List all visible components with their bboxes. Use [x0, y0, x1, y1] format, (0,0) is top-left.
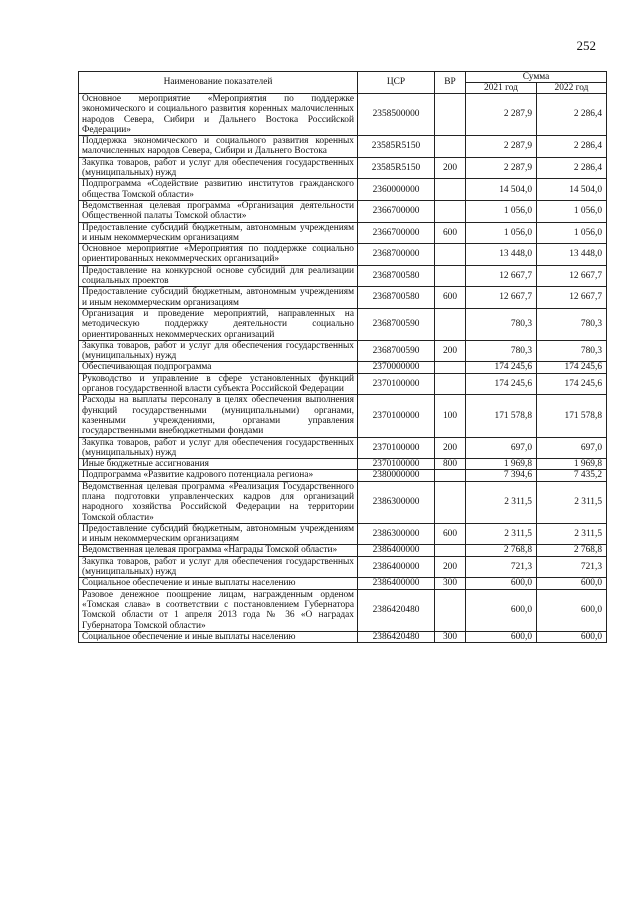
- table-row: [79, 244, 607, 266]
- row-csr: 2360000000: [358, 179, 435, 201]
- row-sum-2022: 2 286,4: [537, 157, 607, 179]
- row-sum-2022: 2 311,5: [537, 481, 607, 523]
- row-vr: 600: [435, 523, 466, 545]
- row-sum-2021: 171 578,8: [466, 395, 537, 437]
- table-row: [79, 308, 607, 340]
- table-row: [79, 362, 607, 373]
- row-sum-2021: 600,0: [466, 589, 537, 631]
- row-csr: 2386400000: [358, 556, 435, 578]
- row-csr: 2358500000: [358, 94, 435, 136]
- row-sum-2022: 12 667,7: [537, 287, 607, 309]
- row-sum-2022: 2 286,4: [537, 136, 607, 158]
- row-name: Подпрограмма «Содействие развитию институтов гражданского общества Томской области»: [79, 179, 358, 201]
- row-csr: 2366700000: [358, 222, 435, 244]
- row-csr: 23585R5150: [358, 136, 435, 158]
- page-number: 252: [576, 38, 596, 53]
- row-vr: 200: [435, 556, 466, 578]
- row-vr: 200: [435, 437, 466, 459]
- header-year-2022: 2022 год: [537, 83, 607, 94]
- row-name: Организация и проведение мероприятий, направленных на методическую поддержку деятельности социально ориентированных некоммерческих организаций: [79, 308, 358, 340]
- row-sum-2022: 13 448,0: [537, 244, 607, 266]
- row-sum-2022: 697,0: [537, 437, 607, 459]
- row-sum-2021: 7 394,6: [466, 470, 537, 481]
- row-vr: [435, 362, 466, 373]
- row-vr: 100: [435, 395, 466, 437]
- row-name: Расходы на выплаты персоналу в целях обеспечения выполнения функций государственными (муниципальными) органами, казенными учреждениями, органами управления государственными внебюджетными фондами: [79, 395, 358, 437]
- header-vr: ВР: [435, 72, 466, 94]
- row-vr: [435, 200, 466, 222]
- table-row: [79, 373, 607, 395]
- row-vr: [435, 265, 466, 287]
- row-sum-2022: 12 667,7: [537, 265, 607, 287]
- row-sum-2021: 721,3: [466, 556, 537, 578]
- row-csr: 2370100000: [358, 459, 435, 470]
- table-row: [79, 556, 607, 578]
- row-sum-2021: 600,0: [466, 631, 537, 642]
- row-vr: [435, 179, 466, 201]
- budget-table: [78, 71, 607, 643]
- row-sum-2021: 600,0: [466, 578, 537, 589]
- row-vr: [435, 470, 466, 481]
- row-name: Закупка товаров, работ и услуг для обеспечения государственных (муниципальных) нужд: [79, 157, 358, 179]
- row-sum-2021: 12 667,7: [466, 265, 537, 287]
- row-vr: 200: [435, 157, 466, 179]
- row-sum-2022: 14 504,0: [537, 179, 607, 201]
- row-csr: 2368700580: [358, 287, 435, 309]
- table-row: [79, 631, 607, 642]
- row-sum-2021: 780,3: [466, 340, 537, 362]
- row-sum-2022: 1 056,0: [537, 222, 607, 244]
- table-row: [79, 157, 607, 179]
- row-sum-2021: 14 504,0: [466, 179, 537, 201]
- table-row: [79, 136, 607, 158]
- row-vr: 600: [435, 287, 466, 309]
- row-vr: 300: [435, 631, 466, 642]
- row-name: Обеспечивающая подпрограмма: [79, 362, 358, 373]
- row-csr: 2370000000: [358, 362, 435, 373]
- row-sum-2021: 12 667,7: [466, 287, 537, 309]
- row-vr: 300: [435, 578, 466, 589]
- row-sum-2022: 174 245,6: [537, 373, 607, 395]
- row-name: Социальное обеспечение и иные выплаты населению: [79, 631, 358, 642]
- row-csr: 2370100000: [358, 395, 435, 437]
- row-sum-2021: 13 448,0: [466, 244, 537, 266]
- table-row: [79, 287, 607, 309]
- row-name: Закупка товаров, работ и услуг для обеспечения государственных (муниципальных) нужд: [79, 437, 358, 459]
- row-name: Предоставление субсидий бюджетным, автономным учреждениям и иным некоммерческим организациям: [79, 222, 358, 244]
- row-sum-2021: 2 287,9: [466, 94, 537, 136]
- row-csr: 2368700590: [358, 308, 435, 340]
- row-sum-2022: 721,3: [537, 556, 607, 578]
- header-sum: Сумма: [466, 72, 607, 83]
- row-sum-2021: 697,0: [466, 437, 537, 459]
- row-sum-2021: 2 768,8: [466, 545, 537, 556]
- row-sum-2021: 1 969,8: [466, 459, 537, 470]
- row-vr: [435, 244, 466, 266]
- row-name: Ведомственная целевая программа «Реализация Государственного плана подготовки управленческих кадров для организаций народного хозяйства Российской Федерации на территории Томской области»: [79, 481, 358, 523]
- row-csr: 2366700000: [358, 200, 435, 222]
- row-name: Закупка товаров, работ и услуг для обеспечения государственных (муниципальных) нужд: [79, 340, 358, 362]
- table-row: [79, 545, 607, 556]
- row-sum-2021: 780,3: [466, 308, 537, 340]
- row-csr: 2386420480: [358, 631, 435, 642]
- row-name: Разовое денежное поощрение лицам, награжденным орденом «Томская слава» в соответствии с постановлением Губернатора Томской области от 1 апреля 2013 года № 36 «О наградах Губернатора Томской области»: [79, 589, 358, 631]
- row-csr: 2368700590: [358, 340, 435, 362]
- row-name: Поддержка экономического и социального развития коренных малочисленных народов Севера, Сибири и Дальнего Востока: [79, 136, 358, 158]
- row-name: Закупка товаров, работ и услуг для обеспечения государственных (муниципальных) нужд: [79, 556, 358, 578]
- row-name: Основное мероприятие «Мероприятия по поддержке социально ориентированных некоммерческих организаций»: [79, 244, 358, 266]
- row-name: Ведомственная целевая программа «Организация деятельности Общественной палаты Томской области»: [79, 200, 358, 222]
- table-row: [79, 395, 607, 437]
- row-sum-2021: 1 056,0: [466, 200, 537, 222]
- row-sum-2022: 1 969,8: [537, 459, 607, 470]
- row-sum-2022: 1 056,0: [537, 200, 607, 222]
- row-sum-2022: 780,3: [537, 308, 607, 340]
- row-sum-2021: 2 287,9: [466, 157, 537, 179]
- table-row: [79, 94, 607, 136]
- table-row: [79, 578, 607, 589]
- row-csr: 2368700000: [358, 244, 435, 266]
- row-csr: 23585R5150: [358, 157, 435, 179]
- table-row: [79, 265, 607, 287]
- row-name: Иные бюджетные ассигнования: [79, 459, 358, 470]
- row-name: Руководство и управление в сфере установленных функций органов государственной власти субъекта Российской Федерации: [79, 373, 358, 395]
- row-vr: [435, 589, 466, 631]
- table-row: [79, 437, 607, 459]
- row-csr: 2386300000: [358, 523, 435, 545]
- row-sum-2022: 2 311,5: [537, 523, 607, 545]
- row-vr: 800: [435, 459, 466, 470]
- row-csr: 2386400000: [358, 578, 435, 589]
- table-row: [79, 523, 607, 545]
- table-row: [79, 222, 607, 244]
- table-row: [79, 589, 607, 631]
- row-sum-2022: 600,0: [537, 578, 607, 589]
- row-csr: 2386420480: [358, 589, 435, 631]
- table-row: [79, 200, 607, 222]
- table-row: [79, 179, 607, 201]
- table-row: [79, 459, 607, 470]
- row-vr: [435, 481, 466, 523]
- row-sum-2022: 174 245,6: [537, 362, 607, 373]
- header-year-2021: 2021 год: [466, 83, 537, 94]
- row-sum-2021: 2 287,9: [466, 136, 537, 158]
- row-name: Ведомственная целевая программа «Награды Томской области»: [79, 545, 358, 556]
- row-sum-2022: 2 286,4: [537, 94, 607, 136]
- row-name: Предоставление субсидий бюджетным, автономным учреждениям и иным некоммерческим организациям: [79, 523, 358, 545]
- row-sum-2021: 174 245,6: [466, 373, 537, 395]
- row-name: Предоставление субсидий бюджетным, автономным учреждениям и иным некоммерческим организациям: [79, 287, 358, 309]
- row-name: Основное мероприятие «Мероприятия по поддержке экономического и социального развития коренных малочисленных народов Севера, Сибири и Дальнего Востока Российской Федерации»: [79, 94, 358, 136]
- row-sum-2022: 600,0: [537, 589, 607, 631]
- row-vr: [435, 136, 466, 158]
- row-sum-2022: 7 435,2: [537, 470, 607, 481]
- row-sum-2022: 780,3: [537, 340, 607, 362]
- row-csr: 2370100000: [358, 437, 435, 459]
- row-name: Социальное обеспечение и иные выплаты населению: [79, 578, 358, 589]
- row-csr: 2386300000: [358, 481, 435, 523]
- row-name: Предоставление на конкурсной основе субсидий для реализации социальных проектов: [79, 265, 358, 287]
- row-sum-2021: 1 056,0: [466, 222, 537, 244]
- row-sum-2021: 174 245,6: [466, 362, 537, 373]
- row-vr: [435, 373, 466, 395]
- row-vr: [435, 545, 466, 556]
- row-sum-2022: 2 768,8: [537, 545, 607, 556]
- row-csr: 2380000000: [358, 470, 435, 481]
- row-csr: 2370100000: [358, 373, 435, 395]
- header-name: Наименование показателей: [79, 72, 358, 94]
- row-csr: 2368700580: [358, 265, 435, 287]
- row-sum-2022: 171 578,8: [537, 395, 607, 437]
- header-csr: ЦСР: [358, 72, 435, 94]
- table-row: [79, 340, 607, 362]
- row-sum-2021: 2 311,5: [466, 523, 537, 545]
- row-sum-2022: 600,0: [537, 631, 607, 642]
- row-name: Подпрограмма «Развитие кадрового потенциала региона»: [79, 470, 358, 481]
- row-vr: [435, 308, 466, 340]
- row-vr: 600: [435, 222, 466, 244]
- table-row: [79, 470, 607, 481]
- table-row: [79, 481, 607, 523]
- row-sum-2021: 2 311,5: [466, 481, 537, 523]
- row-vr: 200: [435, 340, 466, 362]
- row-csr: 2386400000: [358, 545, 435, 556]
- row-vr: [435, 94, 466, 136]
- table-body: [79, 94, 607, 643]
